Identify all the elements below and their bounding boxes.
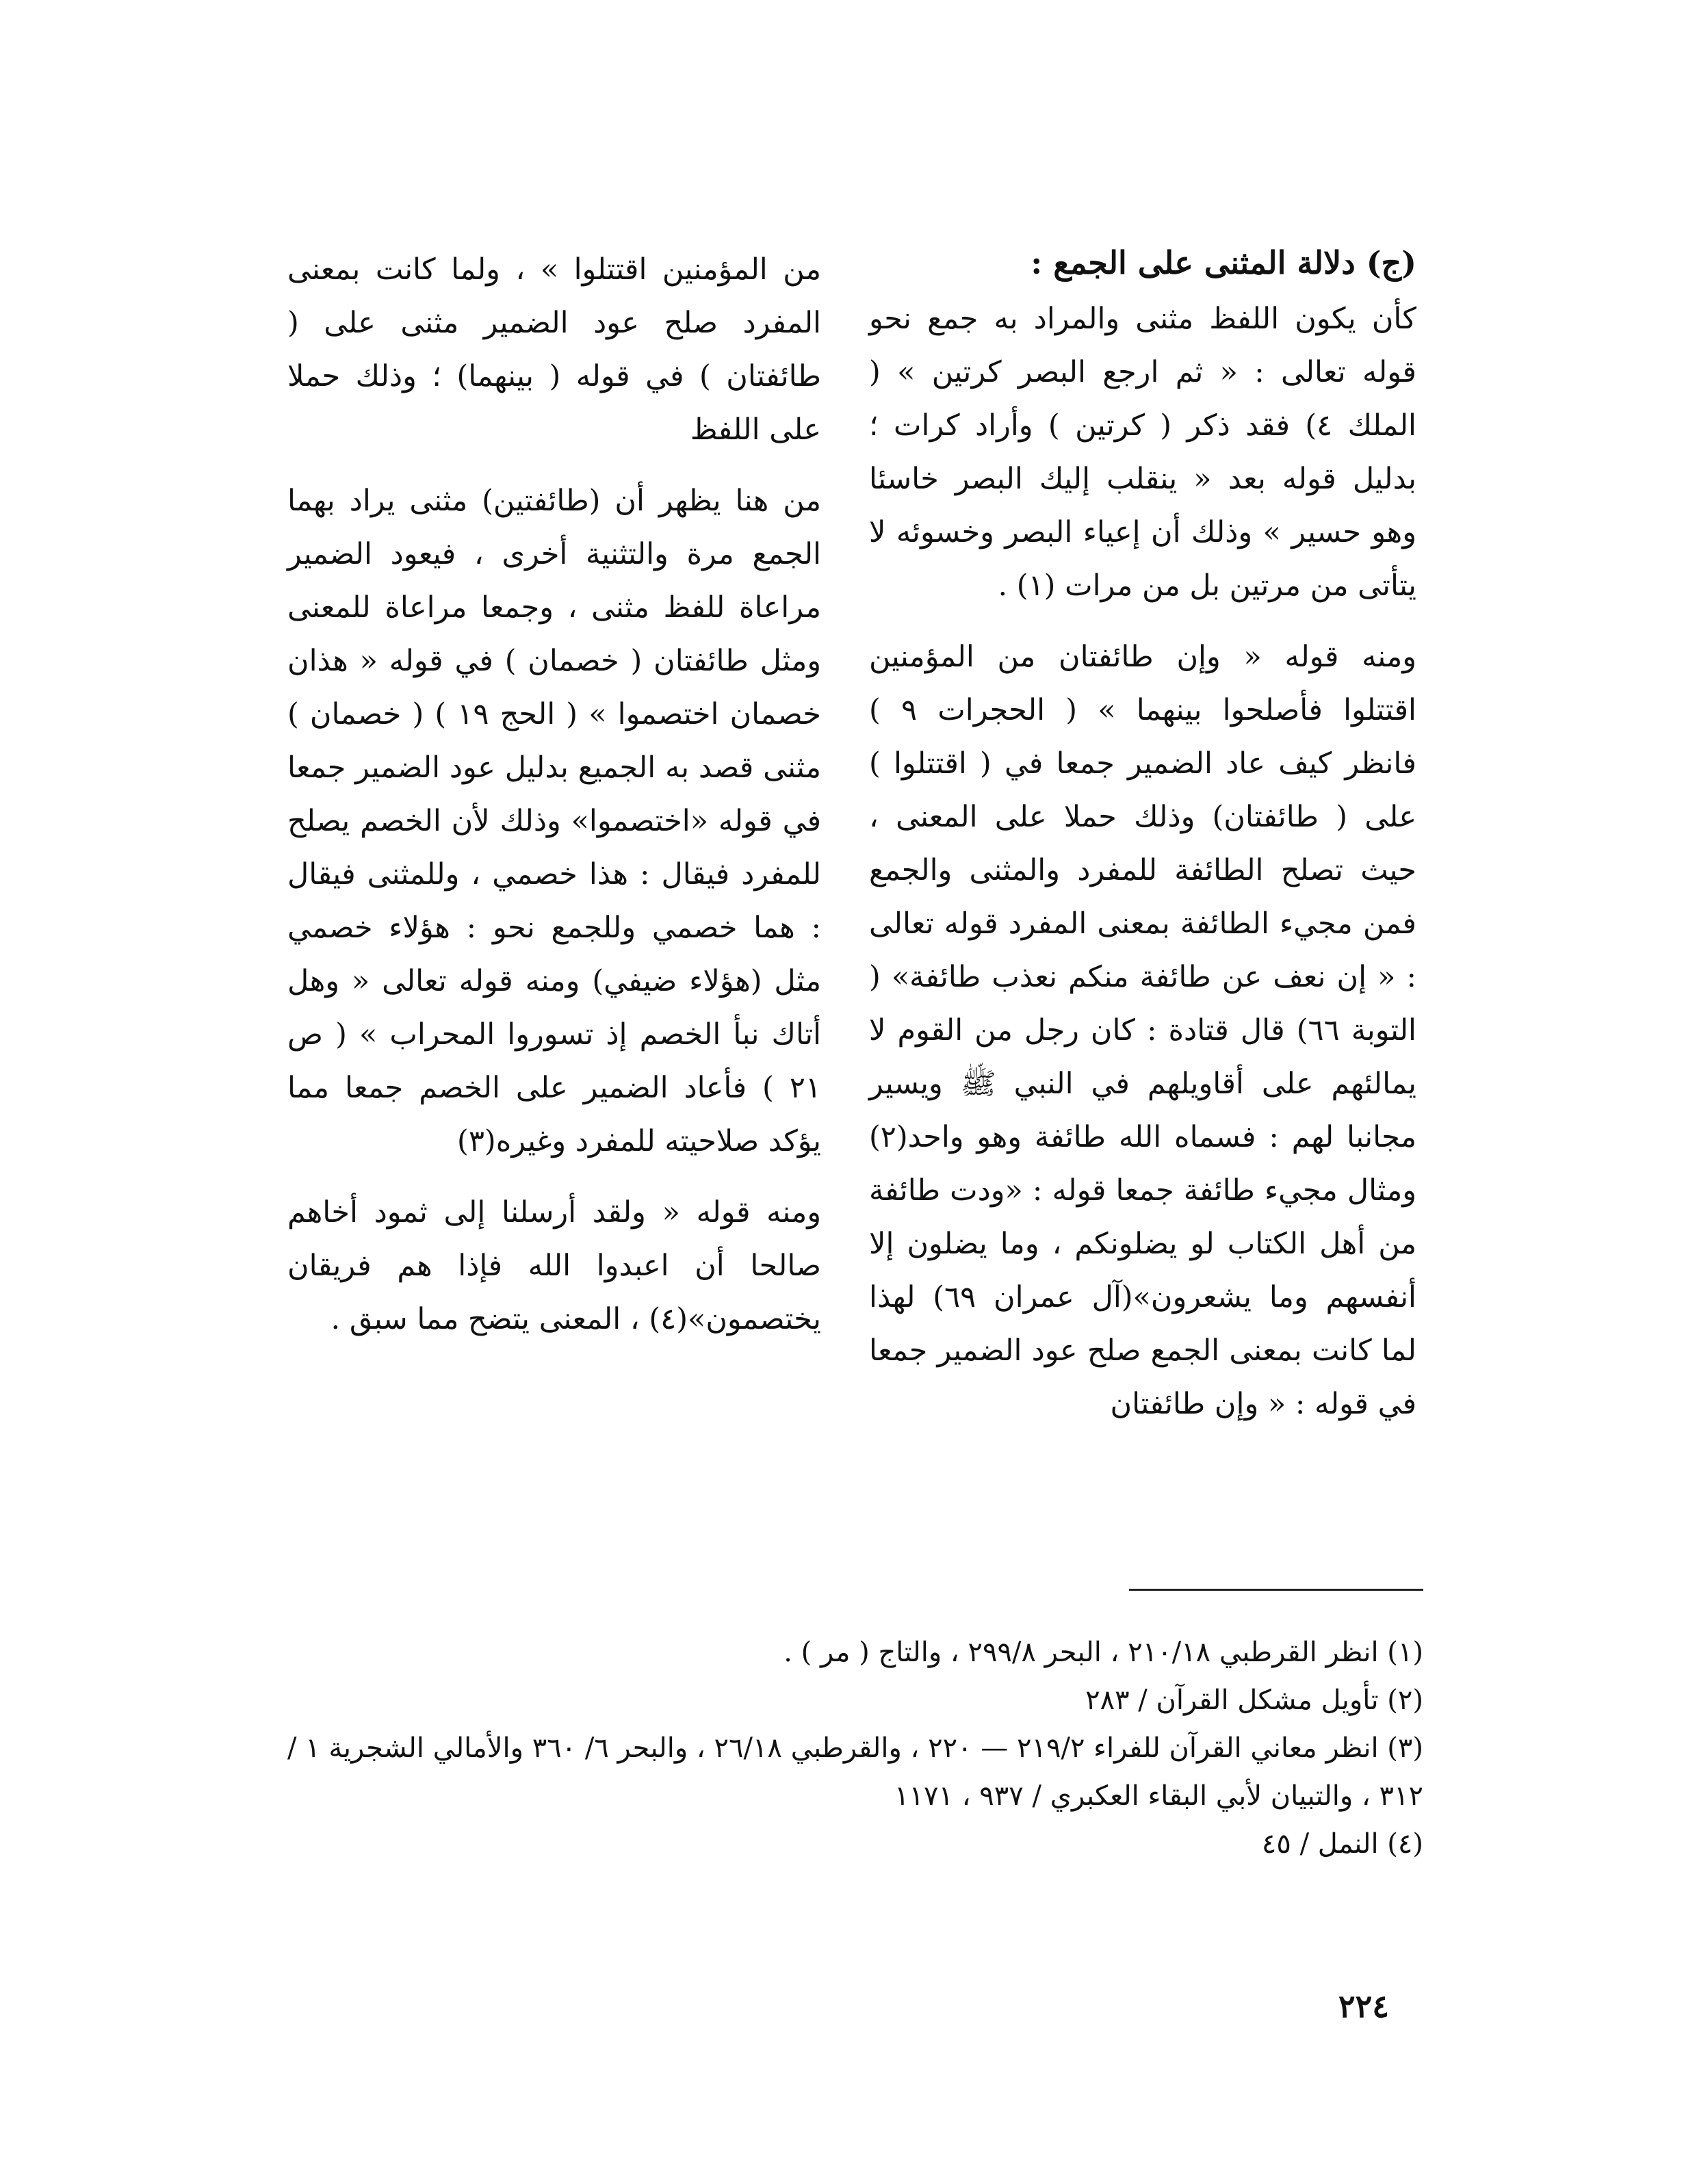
footnote: (٢) تأويل مشكل القرآن / ٢٨٣ <box>1085 1685 1423 1716</box>
page-number: ٢٢٤ <box>1338 1988 1389 2025</box>
left-column <box>287 243 821 1364</box>
right-column <box>869 236 1416 1448</box>
paragraph: كأن يكون اللفظ مثنى والمراد به جمع نحو قوله تعالى : « ثم ارجع البصر كرتين » ( الملك ٤) فقد ذكر ( كرتين ) وأراد كرات ؛ بدليل قوله بعد « ينقلب إليك البصر خاسئا وهو حسير » وذلك أن إعياء البصر وخسوئه لا يتأتى من مرتين بل من مرات (١) . <box>869 302 1416 603</box>
footnote: (٣) انظر معاني القرآن للفراء ٢١٩/٢ — ٢٢٠ ، والقرطبي ٢٦/١٨ ، والبحر ٦/ ٣٦٠ والأمالي الشجرية ١ / ٣١٢ ، والتبيان لأبي البقاء العكبري / ٩٣٧ ، ١١٧١ <box>287 1732 1423 1812</box>
footnotes <box>274 1628 1423 1868</box>
section-heading: (ج) دلالة المثنى على الجمع : <box>1031 244 1416 281</box>
footnote-divider <box>1129 1589 1423 1591</box>
paragraph: ومنه قوله « ولقد أرسلنا إلى ثمود أخاهم صالحا أن اعبدوا الله فإذا هم فريقان يختصمون»(٤) ، المعنى يتضح مما سبق . <box>287 1195 821 1336</box>
paragraph: من هنا يظهر أن (طائفتين) مثنى يراد بهما الجمع مرة والتثنية أخرى ، فيعود الضمير مراعاة للفظ مثنى ، وجمعا مراعاة للمعنى ومثل طائفتان ( خصمان ) في قوله « هذان خصمان اختصموا » ( الحج ١٩ ) ( خصمان ) مثنى قصد به الجميع بدليل عود الضمير جمعا في قوله «اختصموا» وذلك لأن الخصم يصلح للمفرد فيقال : هذا خصمي ، وللمثنى فيقال : هما خصمي وللجمع نحو : هؤلاء خصمي مثل (هؤلاء ضيفي) ومنه قوله تعالى « وهل أتاك نبأ الخصم إذ تسوروا المحراب » ( ص ٢١ ) فأعاد الضمير على الخصم جمعا مما يؤكد صلاحيته للمفرد وغيره(٣) <box>287 484 821 1158</box>
footnote: (١) انظر القرطبي ٢١٠/١٨ ، البحر ٢٩٩/٨ ، والتاج ( مر ) . <box>783 1637 1423 1668</box>
footnote: (٤) النمل / ٤٥ <box>1261 1828 1423 1860</box>
paragraph: ومنه قوله « وإن طائفتان من المؤمنين اقتتلوا فأصلحوا بينهما » ( الحجرات ٩ ) فانظر كيف عاد الضمير جمعا في ( اقتتلوا ) على ( طائفتان) وذلك حملا على المعنى ، حيث تصلح الطائفة للمفرد والمثنى والجمع فمن مجيء الطائفة بمعنى المفرد قوله تعالى : « إن نعف عن طائفة منكم نعذب طائفة» ( التوبة ٦٦) قال قتادة : كان رجل من القوم لا يمالئهم على أقاويلهم في النبي ﷺ ويسير مجانبا لهم : فسماه الله طائفة وهو واحد(٢) ومثال مجيء طائفة جمعا قوله : «ودت طائفة من أهل الكتاب لو يضلونكم ، وما يضلون إلا أنفسهم وما يشعرون»(آل عمران ٦٩) لهذا لما كانت بمعنى الجمع صلح عود الضمير جمعا في قوله : « وإن طائفتان <box>869 640 1417 1421</box>
paragraph: من المؤمنين اقتتلوا » ، ولما كانت بمعنى المفرد صلح عود الضمير مثنى على ( طائفتان ) في قوله ( بينهما) ؛ وذلك حملا على اللفظ <box>287 252 821 447</box>
